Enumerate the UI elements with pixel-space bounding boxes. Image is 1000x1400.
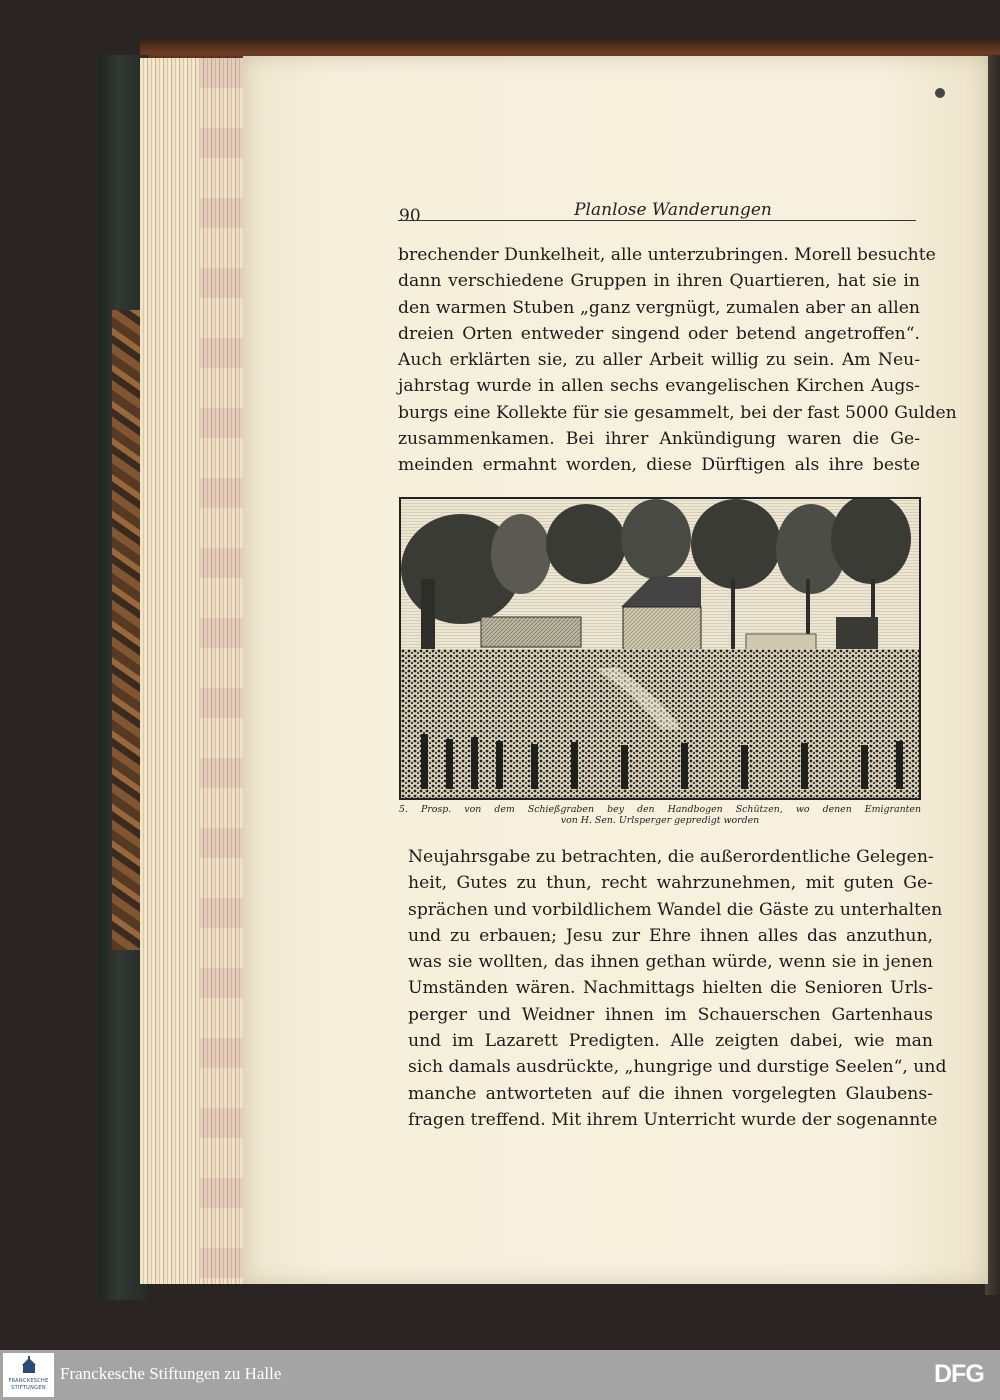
body-text-top xyxy=(398,242,957,479)
logo-text-line-2: STIFTUNGEN xyxy=(11,1385,46,1391)
text-line: manche antworteten auf die ihnen vorgelegten Glaubens- xyxy=(408,1083,933,1104)
marbled-cover-paper xyxy=(112,310,142,950)
text-line: und zu erbauen; Jesu zur Ehre ihnen alles das anzuthun, xyxy=(408,925,933,946)
text-line: Auch erklärten sie, zu aller Arbeit willig zu sein. Am Neu- xyxy=(398,350,920,371)
text-line: dann verschiedene Gruppen in ihren Quartieren, hat sie in xyxy=(398,271,920,292)
header-rule xyxy=(398,220,916,221)
page-edge-stain xyxy=(200,58,245,1284)
dfg-logo[interactable]: DFG xyxy=(934,1360,984,1388)
institution-name[interactable]: Franckesche Stiftungen zu Halle xyxy=(60,1364,282,1383)
text-line: zusammenkamen. Bei ihrer Ankündigung waren die Ge- xyxy=(398,429,920,450)
text-line: heit, Gutes zu thun, recht wahrzunehmen, mit guten Ge- xyxy=(408,873,933,894)
logo-text-line-1: FRANCKESCHE xyxy=(8,1378,49,1384)
text-line: perger und Weidner ihnen im Schauerschen Gartenhaus xyxy=(408,1004,933,1025)
page-blemish xyxy=(935,88,945,98)
text-line: brechender Dunkelheit, alle unterzubringen. Morell besuchte xyxy=(398,245,936,265)
franckesche-stiftungen-logo[interactable] xyxy=(3,1353,54,1397)
text-line: und im Lazarett Predigten. Alle zeigten dabei, wie man xyxy=(408,1031,933,1052)
book-page xyxy=(243,56,988,1284)
text-line: Umständen wären. Nachmittags hielten die Senioren Urls- xyxy=(408,978,933,999)
text-line: burgs eine Kollekte für sie gesammelt, bei der fast 5000 Gulden xyxy=(398,402,957,423)
text-line: sprächen und vorbildlichem Wandel die Gäste zu unterhalten xyxy=(408,899,943,920)
page-number: 90 xyxy=(399,206,421,226)
text-line: dreien Orten entweder singend oder betend angetroffen“. xyxy=(398,323,920,344)
text-line: sich damals ausdrückte, „hungrige und durstige Seelen“, und xyxy=(408,1057,947,1078)
institution-emblem-icon xyxy=(20,1356,38,1374)
text-line: fragen treffend. Mit ihrem Unterricht wurde der sogenannte xyxy=(408,1109,938,1130)
caption-line-2: von H. Sen. Urlsperger gepredigt worden xyxy=(560,815,760,826)
text-line: was sie wollten, das ihnen gethan würde, wenn sie in jenen xyxy=(408,952,933,973)
caption-line-1: 5. Prosp. von dem Schießgraben bey den Handbogen Schützen, wo denen Emigranten xyxy=(399,804,921,815)
text-line: jahrstag wurde in allen sechs evangelischen Kirchen Augs- xyxy=(398,376,920,397)
body-text-bottom xyxy=(408,844,947,1133)
engraving-illustration xyxy=(399,497,921,800)
engraving-crowd-scene xyxy=(401,499,919,798)
text-line: Neujahrsgabe zu betrachten, die außerordentliche Gelegen- xyxy=(408,847,934,867)
running-head: Planlose Wanderungen xyxy=(574,200,772,220)
text-line: den warmen Stuben „ganz vergnügt, zumalen aber an allen xyxy=(398,297,920,318)
text-line: meinden ermahnt worden, diese Dürftigen als ihre beste xyxy=(398,455,920,476)
illustration-caption xyxy=(399,804,921,826)
